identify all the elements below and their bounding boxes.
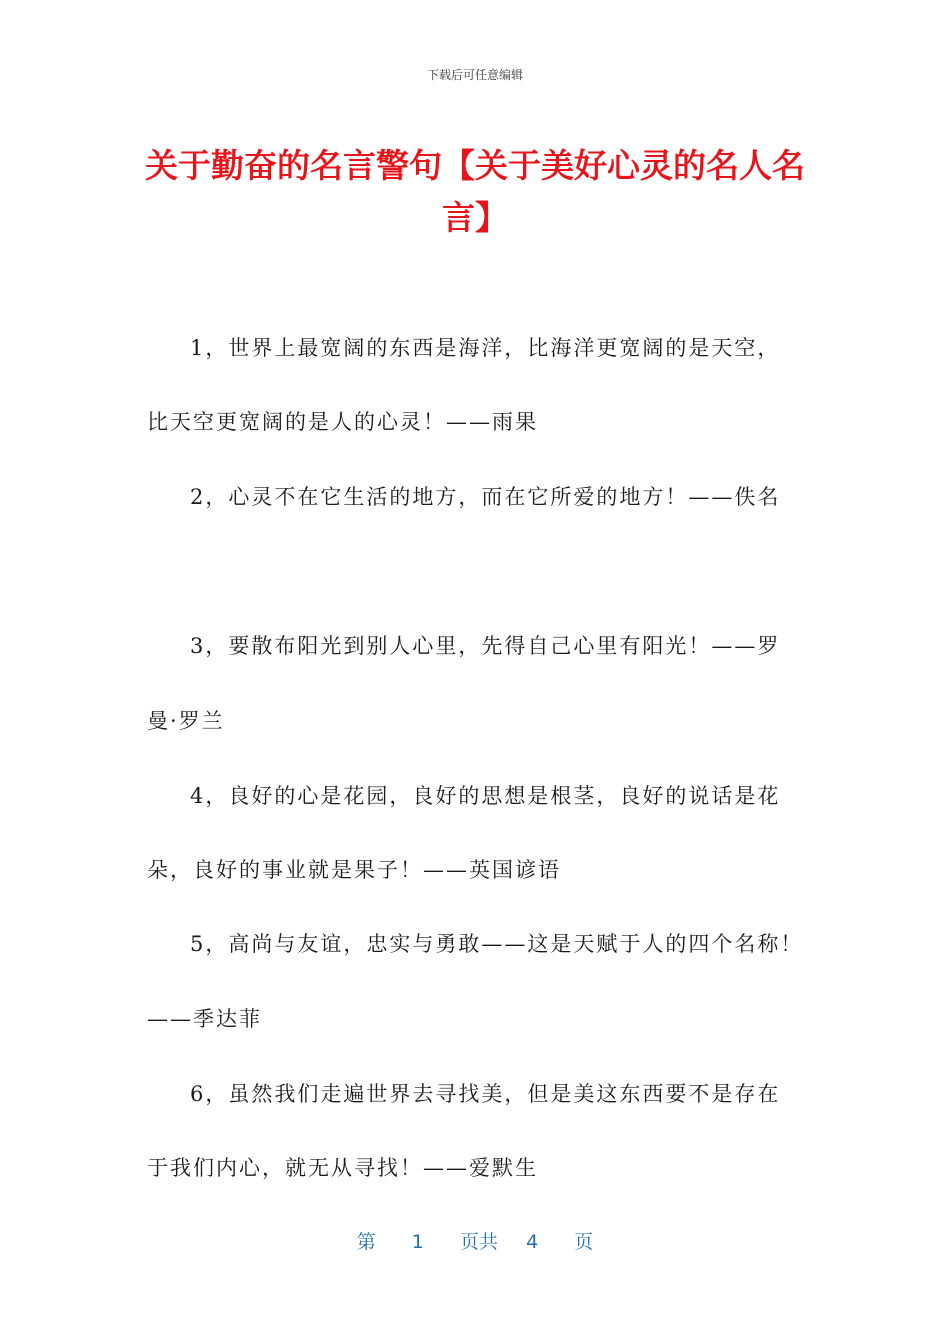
quote-1-line-2: 比天空更宽阔的是人的心灵！——雨果 [147,410,538,434]
quote-6-line-1: 6，虽然我们走遍世界去寻找美，但是美这东西要不是存在 [190,1082,781,1106]
document-title: 关于勤奋的名言警句【关于美好心灵的名人名言】 [145,146,805,237]
footer-suffix: 页 [574,1231,594,1253]
quote-3-line-1: 3，要散布阳光到别人心里，先得自己心里有阳光！——罗 [190,634,781,658]
footer-prefix: 第 [356,1231,376,1253]
quote-6-line-2: 于我们内心，就无从寻找！——爱默生 [147,1156,538,1180]
footer-page-number: 1 [411,1231,424,1253]
quote-1-line-1: 1，世界上最宽阔的东西是海洋，比海洋更宽阔的是天空， [190,336,781,360]
header-note: 下载后可任意编辑 [426,68,523,82]
footer-middle: 页共 [459,1231,498,1253]
footer-total-pages: 4 [526,1231,539,1253]
quote-5-line-2: ——季达菲 [147,1007,262,1031]
quote-3-line-2: 曼·罗兰 [147,709,225,733]
quote-2-line-1: 2，心灵不在它生活的地方，而在它所爱的地方！——佚名 [190,485,781,509]
page-footer [0,1227,950,1254]
quote-4-line-1: 4，良好的心是花园，良好的思想是根茎，良好的说话是花 [190,784,781,808]
quote-5-line-1: 5，高尚与友谊，忠实与勇敢——这是天赋于人的四个名称！ [190,932,804,956]
quote-4-line-2: 朵，良好的事业就是果子！——英国谚语 [147,858,561,882]
